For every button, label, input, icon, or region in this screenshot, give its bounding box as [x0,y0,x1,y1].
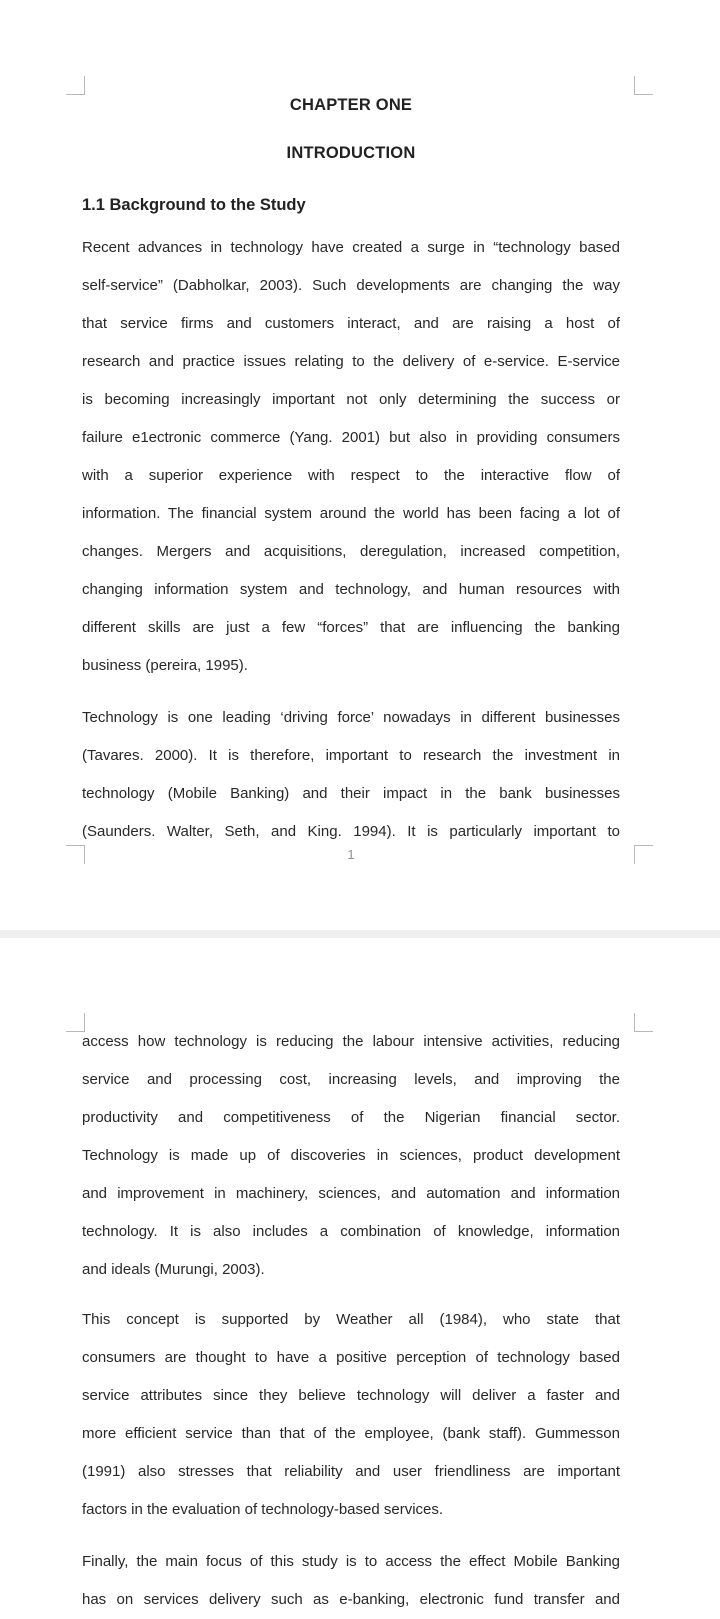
text-line: service and processing cost, increasing levels, and improving the [82,1071,620,1088]
text-line: service attributes since they believe technology will deliver a faster and [82,1387,620,1404]
paragraph-3 [82,1023,620,1289]
paragraph-2 [82,699,620,851]
text-line: changes. Mergers and acquisitions, deregulation, increased competition, [82,543,620,560]
text-line: Recent advances in technology have created a surge in “technology based [82,239,620,256]
text-line: and improvement in machinery, sciences, and automation and information [82,1185,620,1202]
chapter-title: CHAPTER ONE [289,96,413,114]
text-line: changing information system and technology, and human resources with [82,581,620,598]
text-line: and ideals (Murungi, 2003). [82,1261,265,1278]
paragraph-4 [82,1301,620,1529]
text-line: more efficient service than that of the employee, (bank staff). Gummesson [82,1425,620,1442]
document-page-2 [0,938,720,1608]
text-line: (Tavares. 2000). It is therefore, important to research the investment in [82,747,620,764]
text-line: different skills are just a few “forces” that are influencing the banking [82,619,620,636]
text-line: (1991) also stresses that reliability and user friendliness are important [82,1463,620,1480]
text-line: self-service” (Dabholkar, 2003). Such developments are changing the way [82,277,620,294]
paragraph-1 [82,229,620,685]
text-line: technology (Mobile Banking) and their impact in the bank businesses [82,785,620,802]
text-line: Technology is one leading ‘driving force’ nowadays in different businesses [82,709,620,726]
text-line: (Saunders. Walter, Seth, and King. 1994). It is particularly important to [82,823,620,840]
text-line: business (pereira, 1995). [82,657,248,674]
crop-mark-bottom-right-icon [634,845,653,864]
page-number: 1 [347,847,355,862]
crop-mark-bottom-left-icon [66,845,85,864]
text-line: consumers are thought to have a positive perception of technology based [82,1349,620,1366]
crop-mark-top-right-icon [634,76,653,95]
text-line: information. The financial system around the world has been facing a lot of [82,505,620,522]
text-line: technology. It is also includes a combination of knowledge, information [82,1223,620,1240]
text-line: Technology is made up of discoveries in sciences, product development [82,1147,620,1164]
text-line: failure e1ectronic commerce (Yang. 2001) but also in providing consumers [82,429,620,446]
text-line: that service firms and customers interact, and are raising a host of [82,315,620,332]
section-heading: 1.1 Background to the Study [82,196,306,214]
text-line: access how technology is reducing the labour intensive activities, reducing [82,1033,620,1050]
text-line: has on services delivery such as e-banking, electronic fund transfer and [82,1591,620,1608]
crop-mark-top-right-icon [634,1013,653,1032]
text-line: This concept is supported by Weather all (1984), who state that [82,1311,620,1328]
text-line: research and practice issues relating to the delivery of e-service. E-service [82,353,620,370]
page-separator [0,930,720,938]
text-line: factors in the evaluation of technology-based services. [82,1501,444,1518]
text-line: Finally, the main focus of this study is to access the effect Mobile Banking [82,1553,620,1570]
section-title: INTRODUCTION [286,144,416,162]
text-line: is becoming increasingly important not only determining the success or [82,391,620,408]
text-line: with a superior experience with respect to the interactive flow of [82,467,620,484]
text-line: productivity and competitiveness of the Nigerian financial sector. [82,1109,620,1126]
paragraph-5 [82,1543,620,1619]
